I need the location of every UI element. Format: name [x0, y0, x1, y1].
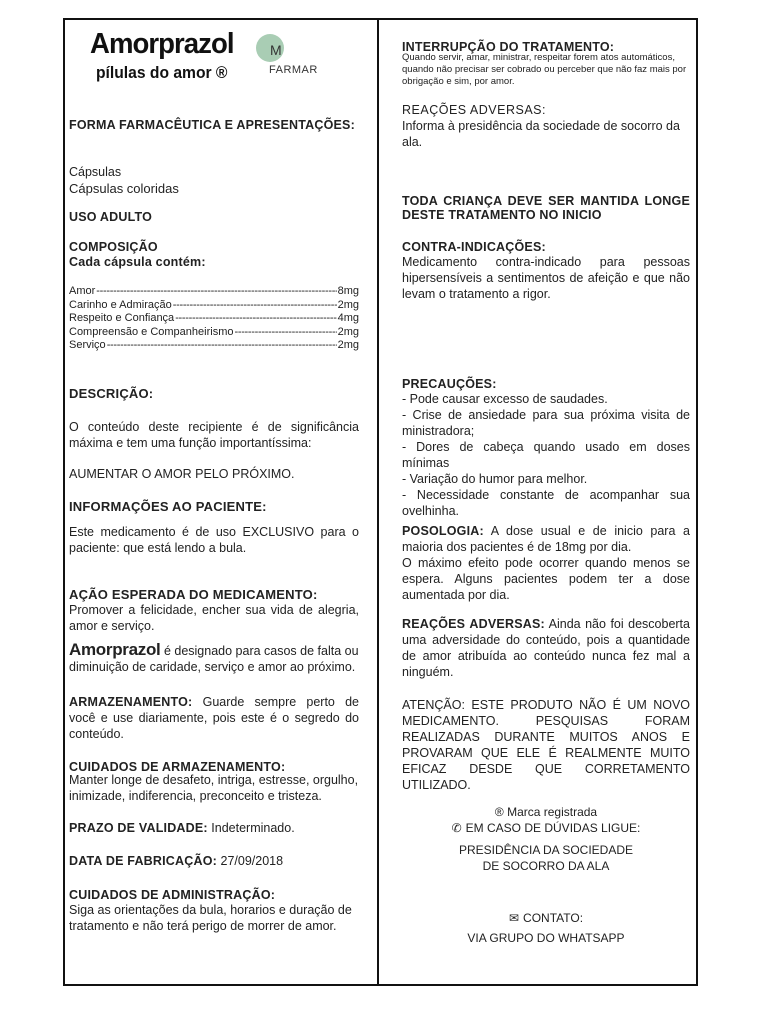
- descricao-text: O conteúdo deste recipiente é de significância máxima e tem uma função importantíssima:: [69, 420, 359, 450]
- brand-subtitle: pílulas do amor ®: [96, 63, 228, 82]
- crianca-warning: TODA CRIANÇA DEVE SER MANTIDA LONGE DESTE TRATAMENTO NO INICIO: [402, 194, 690, 222]
- precaucoes-list: [402, 391, 690, 519]
- info-text: Este medicamento é de uso EXCLUSIVO para o paciente: que está lendo a bula.: [69, 525, 359, 555]
- duvidas-line: [402, 820, 690, 836]
- column-divider: [377, 18, 379, 986]
- company-name: FARMAR: [269, 64, 318, 76]
- precaucao-item: - Pode causar excesso de saudades.: [402, 392, 608, 406]
- uso-label: USO ADULTO: [69, 210, 153, 224]
- presidencia-line-1: PRESIDÊNCIA DA SOCIEDADE: [458, 843, 634, 857]
- presidencia-line-2: DE SOCORRO DA ALA: [482, 859, 610, 873]
- ingredient-list: [69, 285, 359, 353]
- administracao-text: Siga as orientações da bula, horarios e duração de tratamento e não terá perigo de morrer de amor.: [69, 903, 352, 933]
- contra-indicacoes-heading: CONTRA-INDICAÇÕES:: [402, 240, 546, 254]
- prazo-value: Indeterminado.: [211, 821, 295, 835]
- forma-item: Cápsulas coloridas: [69, 181, 179, 196]
- cuidados-armazenamento-text: Manter longe de desafeto, intriga, estresse, orgulho, inimizade, indiferencia, preconceito e tristeza.: [69, 773, 359, 803]
- ingredient-name: Compreensão e Companheirismo: [69, 325, 234, 338]
- designado-paragraph: [69, 642, 359, 675]
- armazenamento-text: Guarde sempre perto de você e use diariamente, pois este é o segredo do conteúdo.: [69, 695, 359, 741]
- ingredient-row: [69, 326, 359, 340]
- forma-heading: FORMA FARMACÊUTICA E APRESENTAÇÕES:: [69, 118, 355, 132]
- reacoes2-label: REAÇÕES ADVERSAS:: [402, 617, 545, 631]
- prazo-label: PRAZO DE VALIDADE:: [69, 821, 208, 835]
- precaucoes-heading: PRECAUÇÕES:: [402, 377, 497, 391]
- posologia-label: POSOLOGIA:: [402, 524, 484, 538]
- precaucao-item: - Necessidade constante de acompanhar sua ovelhinha.: [402, 488, 690, 518]
- ingredient-name: Respeito e Confiança: [69, 312, 175, 324]
- contato-label: CONTATO:: [523, 911, 584, 925]
- contato-line: [402, 910, 690, 926]
- precaucao-item: - Dores de cabeça quando usado em doses mínimas: [402, 440, 690, 470]
- brand-logo-letter: M: [270, 42, 282, 58]
- composicao-heading: COMPOSIÇÃO: [69, 240, 158, 254]
- descricao-highlight: AUMENTAR O AMOR PELO PRÓXIMO.: [69, 467, 295, 481]
- acao-text: Promover a felicidade, encher sua vida de alegria, amor e serviço.: [69, 603, 359, 633]
- brand-inline: Amorprazol: [69, 640, 161, 659]
- designado-text: é designado para casos de falta ou diminuição de caridade, serviço e amor ao próximo.: [69, 644, 359, 674]
- ingredient-amount: 2mg: [337, 325, 359, 338]
- ingredient-amount: 8mg: [337, 285, 359, 297]
- precaucao-item: - Crise de ansiedade para sua próxima visita de ministradora;: [402, 408, 690, 438]
- armazenamento-paragraph: [69, 694, 359, 742]
- envelope-icon: ✉: [508, 911, 520, 925]
- interrupcao-heading: INTERRUPÇÃO DO TRATAMENTO:: [402, 40, 615, 54]
- ingredient-row: [69, 312, 359, 326]
- descricao-heading: DESCRIÇÃO:: [69, 386, 154, 401]
- contato-text: VIA GRUPO DO WHATSAPP: [467, 931, 625, 945]
- forma-item: Cápsulas: [69, 165, 122, 179]
- duvidas-text: EM CASO DE DÚVIDAS LIGUE:: [465, 821, 641, 835]
- reacoes-heading: REAÇÕES ADVERSAS:: [402, 103, 546, 117]
- info-heading: INFORMAÇÕES AO PACIENTE:: [69, 499, 267, 514]
- ingredient-name: Carinho e Admiração: [69, 298, 172, 311]
- ingredient-amount: 4mg: [337, 312, 359, 324]
- ingredient-amount: 2mg: [337, 339, 359, 351]
- interrupcao-text: Quando servir, amar, ministrar, respeitar forem atos automáticos, quando não precisar ser cobrado ou perceber que não faz mais por obrigação e sim, por amor.: [402, 52, 687, 87]
- fabricacao-label: DATA DE FABRICAÇÃO:: [69, 854, 218, 868]
- reacoes2-paragraph: [402, 616, 690, 680]
- brand-title: Amorprazol: [90, 28, 234, 60]
- reacoes2-text: Ainda não foi descoberta uma adversidade do conteúdo, pois a quantidade de amor atribuída ao conteúdo nunca fez mal a ninguém.: [402, 617, 690, 679]
- cuidados-armazenamento-heading: CUIDADOS DE ARMAZENAMENTO:: [69, 760, 286, 774]
- ingredient-name: Serviço: [69, 339, 106, 351]
- ingredient-row: [69, 299, 359, 313]
- prazo-line: [69, 820, 359, 836]
- marca-registrada: ® Marca registrada: [494, 805, 598, 819]
- armazenamento-label: ARMAZENAMENTO:: [69, 695, 193, 709]
- posologia-text: A dose usual e de inicio para a maioria dos pacientes é de 18mg por dia.: [402, 524, 690, 554]
- phone-icon: ✆: [451, 821, 462, 835]
- administracao-heading: CUIDADOS DE ADMINISTRAÇÃO:: [69, 888, 276, 902]
- atencao-text: ATENÇÃO: ESTE PRODUTO NÃO É UM NOVO MEDICAMENTO. PESQUISAS FORAM REALIZADAS DURANTE MUITOS ANOS E PROVARAM QUE ELE É REALMENTE MUITO EFICAZ DESDE QUE CORRETAMENTO UTILIZADO.: [402, 698, 690, 792]
- ingredient-name: Amor: [69, 285, 96, 297]
- posologia-text-2: O máximo efeito pode ocorrer quando menos se espera. Alguns pacientes podem ter a dose aumentada por dia.: [402, 556, 690, 602]
- acao-heading: AÇÃO ESPERADA DO MEDICAMENTO:: [69, 587, 318, 602]
- precaucao-item: - Variação do humor para melhor.: [402, 472, 588, 486]
- contra-indicacoes-text: Medicamento contra-indicado para pessoas hipersensíveis a sentimentos de afeição e que não levam o tratamento a rigor.: [402, 255, 690, 301]
- posologia-paragraph: [402, 523, 690, 555]
- fabricacao-value: 27/09/2018: [220, 854, 284, 868]
- ingredient-row: [69, 339, 359, 353]
- ingredient-row: [69, 285, 359, 299]
- ingredient-amount: 2mg: [337, 298, 359, 311]
- composicao-subheading: Cada cápsula contém:: [69, 255, 206, 269]
- reacoes-text: Informa à presidência da sociedade de socorro da ala.: [402, 119, 680, 149]
- fabricacao-line: [69, 853, 359, 869]
